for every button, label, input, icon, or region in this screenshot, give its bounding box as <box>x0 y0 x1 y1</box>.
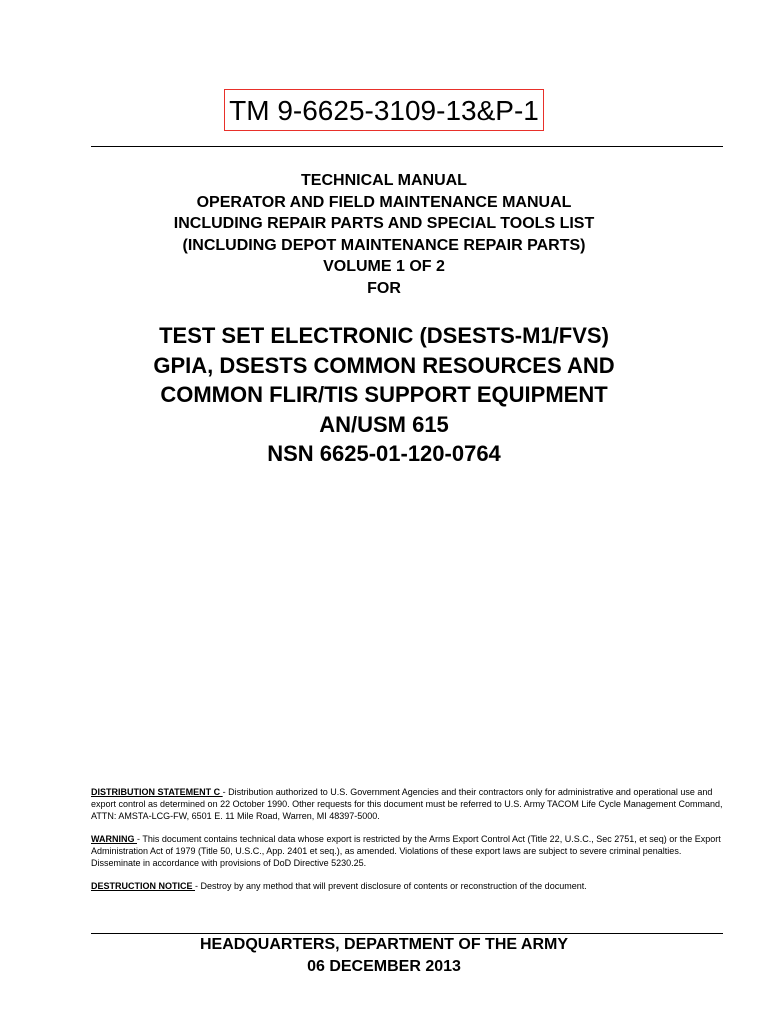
footer <box>0 934 768 977</box>
distribution-statement-title: DISTRIBUTION STATEMENT C <box>91 787 223 797</box>
distribution-statement <box>91 786 723 822</box>
document-number: TM 9-6625-3109-13&P-1 <box>224 89 544 131</box>
equipment-model: AN/USM 615 <box>319 411 449 437</box>
top-divider <box>91 146 723 147</box>
manual-type-line: TECHNICAL MANUAL <box>301 172 467 189</box>
manual-volume-line: VOLUME 1 OF 2 <box>323 258 445 276</box>
equipment-nsn: NSN 6625-01-120-0764 <box>267 441 501 466</box>
manual-depot-line: (INCLUDING DEPOT MAINTENANCE REPAIR PARTS) <box>182 236 586 254</box>
document-number-area <box>0 89 768 131</box>
equipment-title-block <box>0 321 768 469</box>
notices-section <box>91 786 723 903</box>
issuing-organization: HEADQUARTERS, DEPARTMENT OF THE ARMY <box>200 936 568 953</box>
manual-title-block <box>0 170 768 300</box>
warning-title: WARNING <box>91 834 137 844</box>
equipment-line-test-set: TEST SET ELECTRONIC (DSESTS-M1/FVS) <box>159 323 609 348</box>
warning-text: - This document contains technical data whose export is restricted by the Arms Export Control Act (Title 22, U.S.C., Sec 2751, et seq) or the Export Administration Act of 1979 (Title 50, U.S.C., App. 2401 et seq.), as amended. Violations of these export laws are subject to severe criminal penalties. Disseminate in accordance with provisions of DoD Directive 5230.25. <box>91 834 721 868</box>
manual-scope-line: OPERATOR AND FIELD MAINTENANCE MANUAL <box>196 193 572 211</box>
manual-parts-line: INCLUDING REPAIR PARTS AND SPECIAL TOOLS LIST <box>173 215 595 233</box>
publication-date: 06 DECEMBER 2013 <box>307 957 461 975</box>
equipment-line-flir: COMMON FLIR/TIS SUPPORT EQUIPMENT <box>160 382 608 407</box>
destruction-notice <box>91 880 723 892</box>
warning-notice <box>91 833 723 869</box>
distribution-statement-text: - Distribution authorized to U.S. Government Agencies and their contractors only for administrative and operational use and export control as determined on 22 October 1990. Other requests for this document must be referred to U.S. Army TACOM Life Cycle Management Command, ATTN: AMSTA-LCG-FW, 6501 E. 11 Mile Road, Warren, MI 48397-5000. <box>91 787 723 821</box>
equipment-line-gpia: GPIA, DSESTS COMMON RESOURCES AND <box>153 352 615 378</box>
destruction-notice-title: DESTRUCTION NOTICE <box>91 881 196 891</box>
destruction-notice-text: - Destroy by any method that will prevent disclosure of contents or reconstruction of the document. <box>195 881 587 891</box>
manual-for-line: FOR <box>367 279 401 297</box>
